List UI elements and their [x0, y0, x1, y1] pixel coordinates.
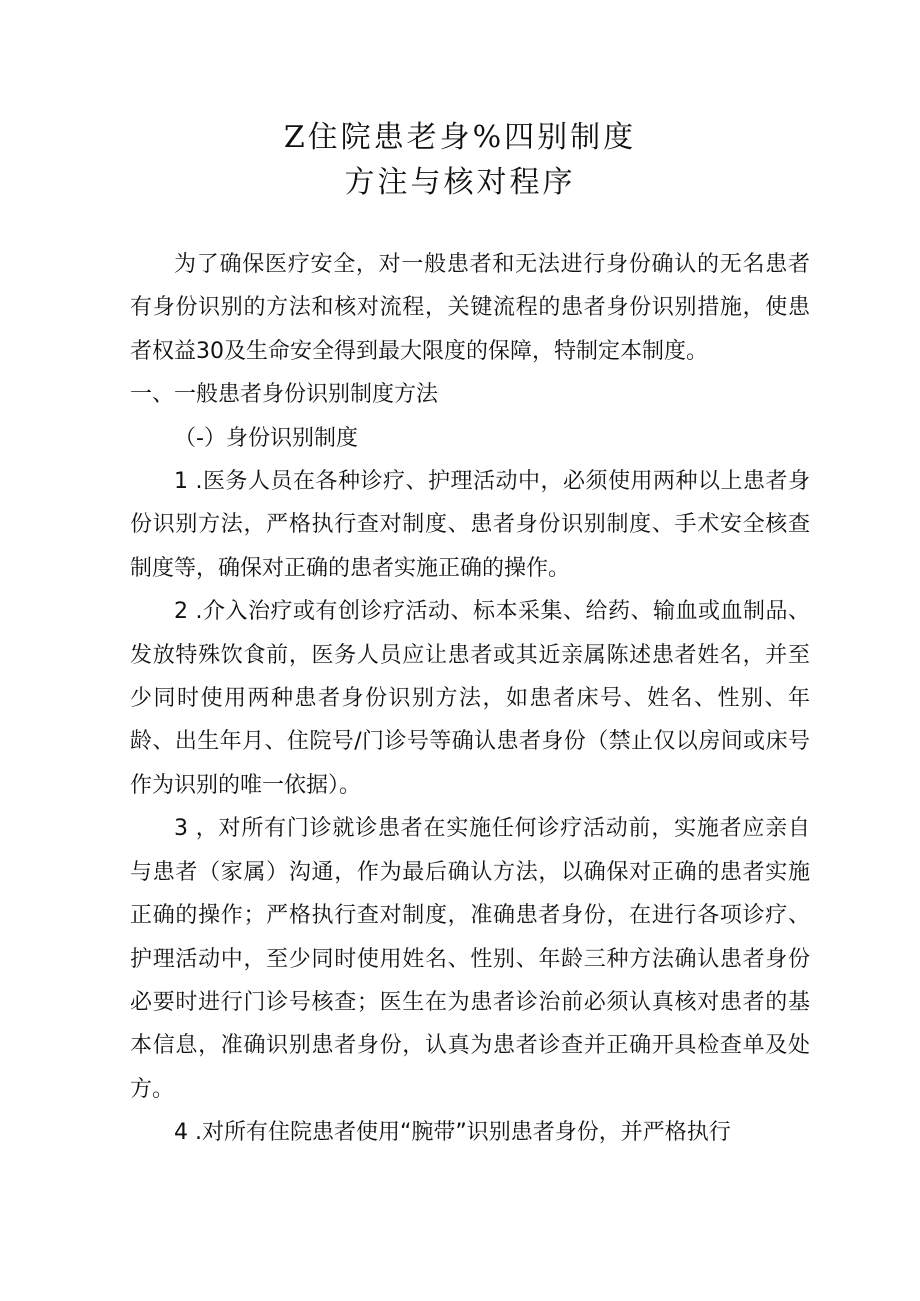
subsection-heading: （-）身份识别制度: [174, 425, 358, 451]
clause-3: 3 ，对所有门诊就诊患者在实施任何诊疗活动前，实施者应亲自与患者（家属）沟通，作为最后确认方法，以确保对正确的患者实施正确的操作；严格执行查对制度，准确患者身份，在进行各项诊疗、护理活动中，至少同时使用姓名、性别、年龄三种方法确认患者身份必要时进行门诊号核查；医生在为患者诊治前必须认真核对患者的基本信息，准确识别患者身份，认真为患者诊查并正确开具检查单及处方。: [130, 816, 810, 1102]
intro-paragraph: 为了确保医疗安全，对一般患者和无法进行身份确认的无名患者有身份识别的方法和核对流程，关键流程的患者身份识别措施，使患者权益30及生命安全得到最大限度的保障，特制定本制度。: [130, 252, 810, 364]
document-title: Z住院患老身%四别制度: [283, 120, 637, 155]
document-subtitle: 方注与核对程序: [344, 165, 576, 200]
clause-1: 1 .医务人员在各种诊疗、护理活动中，必须使用两种以上患者身份识别方法，严格执行查对制度、患者身份识别制度、手术安全核查制度等，确保对正确的患者实施正确的操作。: [130, 469, 810, 581]
clause-2: 2 .介入治疗或有创诊疗活动、标本采集、给药、输血或血制品、发放特殊饮食前，医务人员应让患者或其近亲属陈述患者姓名，并至少同时使用两种患者身份识别方法，如患者床号、姓名、性别、年龄、出生年月、住院号/门诊号等确认患者身份（禁止仅以房间或床号作为识别的唯一依据）。: [130, 599, 810, 798]
clause-4: 4 .对所有住院患者使用“腕带”识别患者身份，并严格执行: [174, 1120, 731, 1146]
document-body: [130, 243, 810, 1155]
section-heading: 一、一般患者身份识别制度方法: [130, 382, 439, 408]
